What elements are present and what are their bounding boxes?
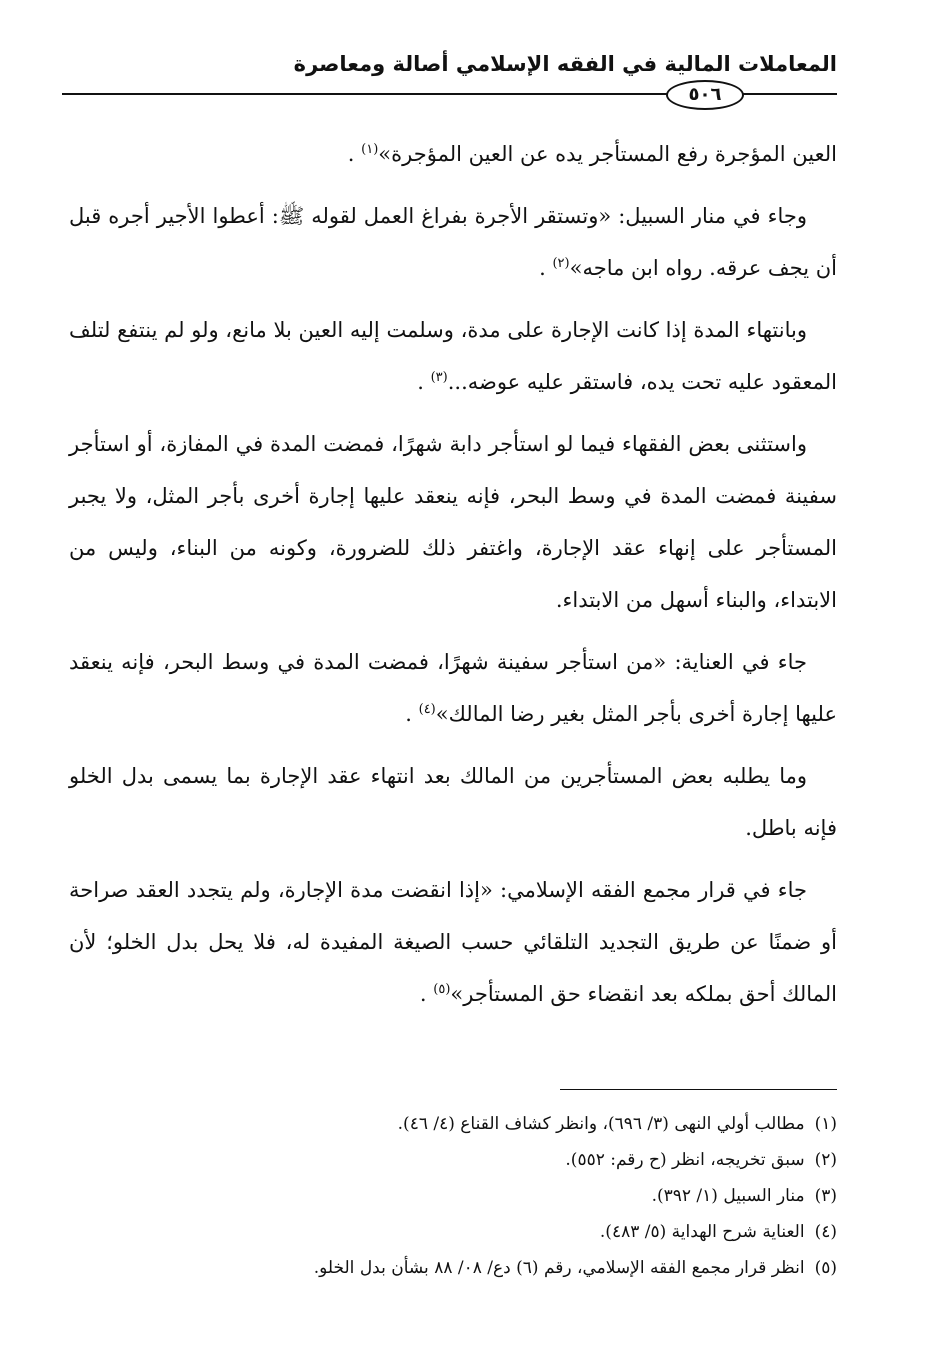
paragraph (69, 190, 837, 294)
paragraph-text: واستثنى بعض الفقهاء فيما لو استأجر دابة شهرًا، فمضت المدة في المفازة، أو استأجر سفينة فمضت المدة في وسط البحر، فإنه ينعقد عليها إجارة أخرى بأجر المثل، ولا يجبر المستأجر على إنهاء عقد الإجارة، واغتفر ذلك للضرورة، وكونه من البناء، وليس من الابتداء، والبناء أسهل من الابتداء. (69, 432, 837, 612)
paragraph (69, 636, 837, 740)
footnote-text: منار السبيل (١/ ٣٩٢). (651, 1186, 805, 1206)
footnote-ref: (١) (361, 142, 379, 157)
paragraph-end: . (419, 982, 434, 1006)
running-title: المعاملات المالية في الفقه الإسلامي أصالة ومعاصرة (293, 52, 837, 76)
footnote-text: مطالب أولي النهى (٣/ ٦٩٦)، وانظر كشاف القناع (٤/ ٤٦). (397, 1114, 805, 1134)
paragraph-end: . (405, 702, 419, 726)
footnote-number: (٥) (814, 1258, 837, 1278)
footnote-ref: (٥) (433, 982, 451, 997)
paragraph-text: وجاء في منار السبيل: «وتستقر الأجرة بفراغ العمل لقوله ﷺ: أعطوا الأجير أجره قبل أن يجف عرقه. رواه ابن ماجه» (69, 204, 837, 280)
paragraph-text: وبانتهاء المدة إذا كانت الإجارة على مدة، وسلمت إليه العين بلا مانع، ولو لم ينتفع لتلف المعقود عليه تحت يده، فاستقر عليه عوضه... (69, 318, 837, 394)
body-text (69, 128, 837, 1030)
footnote-text: العناية شرح الهداية (٥/ ٤٨٣). (599, 1222, 805, 1242)
footnote-number: (٢) (814, 1150, 837, 1170)
footnote-ref: (٤) (418, 702, 436, 717)
paragraph-end: . (347, 142, 362, 166)
paragraph-end: . (417, 370, 431, 394)
footnote (69, 1178, 837, 1214)
footnote-text: انظر قرار مجمع الفقه الإسلامي، رقم (٦) دع/ ٠٨/ ٨٨ بشأن بدل الخلو. (313, 1258, 805, 1278)
footnote-number: (٤) (814, 1222, 837, 1242)
paragraph (69, 418, 837, 626)
footnote-ref: (٣) (430, 370, 448, 385)
footnote (69, 1106, 837, 1142)
paragraph (69, 750, 837, 854)
footnote-text: سبق تخريجه، انظر (ح رقم: ٥٥٢). (565, 1150, 805, 1170)
footnote-ref: (٢) (552, 256, 570, 271)
paragraph-text: العين المؤجرة رفع المستأجر يده عن العين المؤجرة» (378, 142, 837, 166)
paragraph-end: . (539, 256, 553, 280)
paragraph (69, 128, 837, 180)
page-number: ٥٠٦ (666, 80, 744, 110)
paragraph-text: جاء في قرار مجمع الفقه الإسلامي: «إذا انقضت مدة الإجارة، ولم يتجدد العقد صراحة أو ضمنًا عن طريق التجديد التلقائي حسب الصيغة المفيدة له، فلا يحل بدل الخلو؛ لأن المالك أحق بملكه بعد انقضاء حق المستأجر» (69, 878, 837, 1006)
footnote (69, 1250, 837, 1286)
footnote-number: (١) (814, 1114, 837, 1134)
paragraph (69, 304, 837, 408)
paragraph (69, 864, 837, 1020)
paragraph-text: وما يطلبه بعض المستأجرين من المالك بعد انتهاء عقد الإجارة بما يسمى بدل الخلو فإنه باطل. (69, 764, 837, 840)
footnote (69, 1142, 837, 1178)
footnotes (69, 1106, 837, 1286)
footnote-separator (560, 1089, 837, 1090)
footnote (69, 1214, 837, 1250)
paragraph-text: جاء في العناية: «من استأجر سفينة شهرًا، فمضت المدة في وسط البحر، فإنه ينعقد عليها إجارة أخرى بأجر المثل بغير رضا المالك» (69, 650, 837, 726)
footnote-number: (٣) (814, 1186, 837, 1206)
